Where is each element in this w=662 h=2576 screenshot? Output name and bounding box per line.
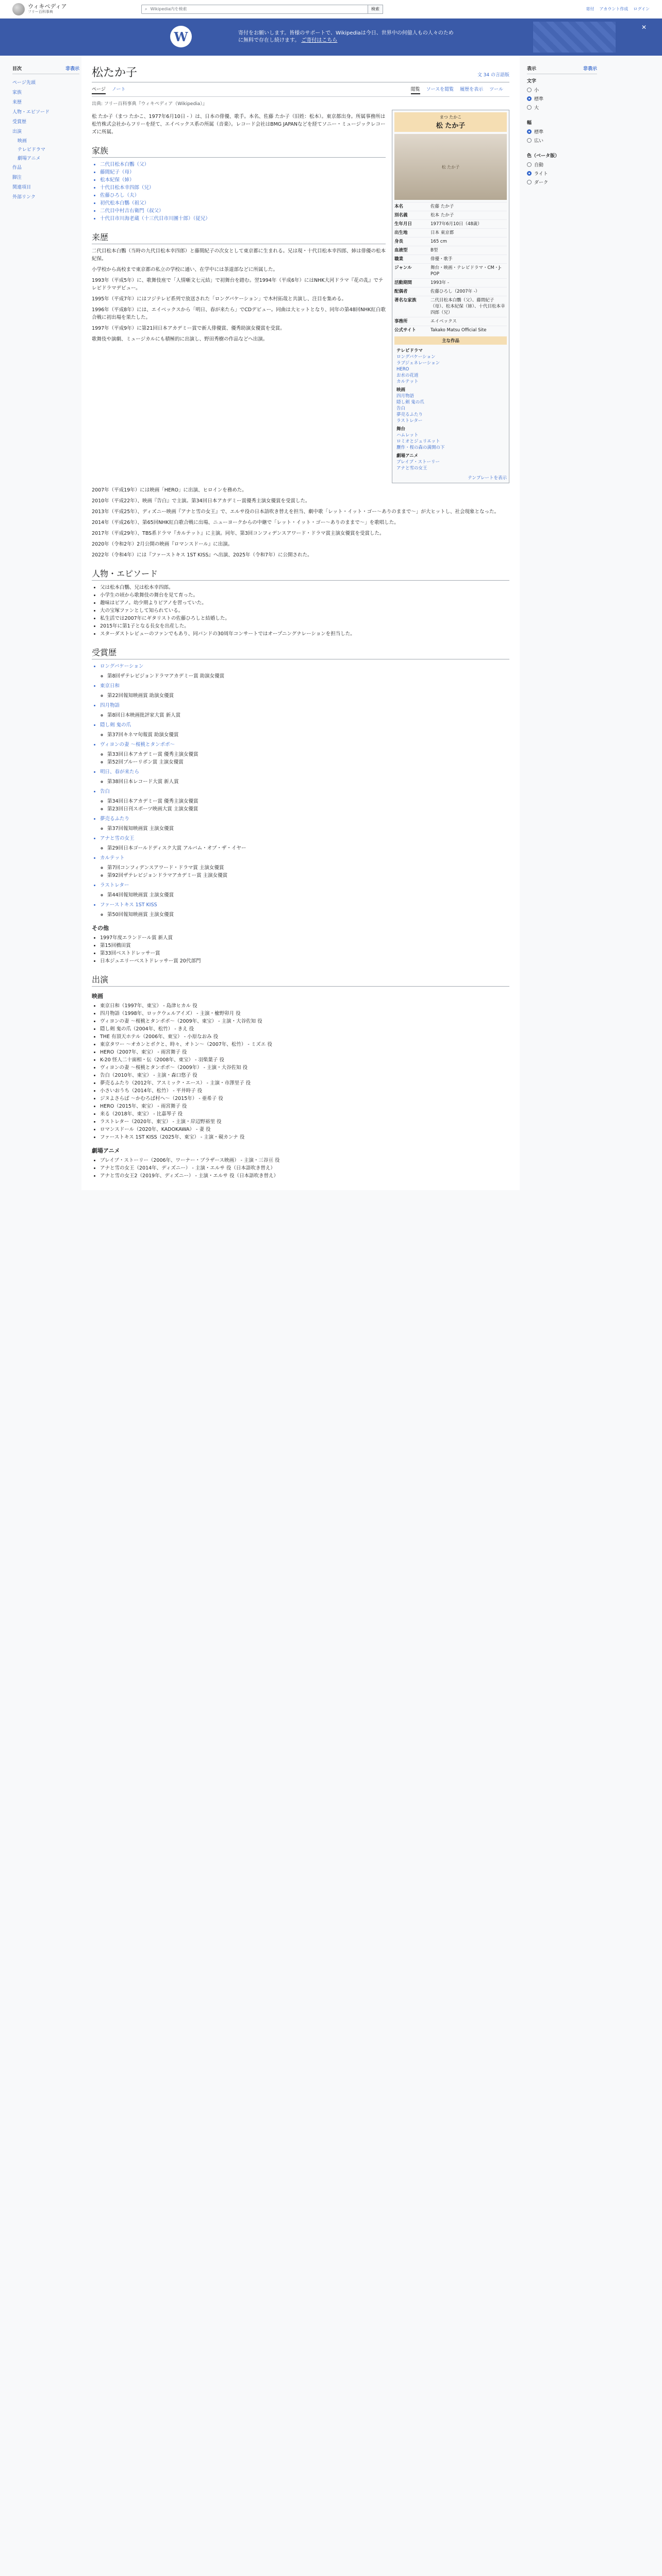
infobox-row [394,211,507,219]
film-item: • 隠し剣 鬼の爪（2004年、松竹） - きえ 役 [100,1025,509,1033]
career-paragraph: 二代目松本白鸚（当時の九代目松本幸四郎）と藤間紀子の次女として東京都に生まれる。兄は現・十代目松本幸四郎、姉は俳優の松本紀保。 [92,248,386,262]
color-option[interactable] [527,169,597,178]
family-list [100,161,386,223]
site-logo[interactable] [12,3,100,15]
list-item: • 大の宝塚ファンとして知られている。 [100,607,509,615]
award-sublist [107,891,509,899]
infobox-value[interactable]: 俳優・歌手 [431,257,453,262]
radio-icon [527,138,532,143]
awards-list [100,663,509,919]
career-paragraph: 1996年（平成8年）には、エイベックスから「明日、春が来たら」でCDデビュー。同曲は大ヒットとなり、同年の第48回NHK紅白歌合戦に初出場を果たした。 [92,307,386,320]
award-item: ◦ 第22回報知映画賞 助演女優賞 [107,692,509,700]
radio-label: 標準 [534,130,544,135]
toc-item[interactable]: ページ先頭 [12,80,36,86]
list-item[interactable]: • 佐藤ひろし（夫） [100,192,386,199]
lead-column [92,110,386,483]
personality-list [100,584,509,638]
career-paragraph: 2013年（平成25年）、ディズニー映画『アナと雪の女王』で、エルサ役の日本語吹き替えを担当、劇中歌「レット・イット・ゴー〜ありのままで〜」が大ヒットし、社会現象となった。 [92,509,499,515]
text-size-label: 文字 [527,79,537,84]
tab-view-source[interactable]: ソースを閲覧 [426,87,454,92]
section-heading-awards: 受賞歴 [92,646,509,659]
award-sublist [107,731,509,739]
list-item: • 小学生の頃から歌舞伎の舞台を見て育った。 [100,591,509,599]
tab-page[interactable]: ページ [92,86,106,94]
search-form [141,5,383,14]
logo-wordmark [28,4,67,15]
text-size-option[interactable] [527,86,597,94]
infobox-value: 佐藤 たか子 [431,204,454,209]
color-option[interactable] [527,178,597,187]
works-group-heading: 劇場アニメ [396,453,419,459]
infobox-value[interactable]: 日本 東京都 [431,230,454,235]
subsection-heading-other: その他 [92,925,109,931]
puzzle-pattern-decoration [533,22,616,53]
banner-donate-link[interactable]: ご寄付はこちら [301,38,338,43]
radio-selected-icon [527,129,532,134]
radio-label: 広い [534,139,544,144]
film-item: • 東京日和（1997年、東宝） - 島津ヒカル 役 [100,1002,509,1010]
photo-caption: 松 たか子 [441,164,460,170]
infobox-row [394,326,507,334]
award-sublist [107,798,509,813]
template-link[interactable]: テンプレートを表示 [468,476,507,481]
infobox-row [394,255,507,263]
award-item: ◦ 第50回報知映画賞 主演女優賞 [107,911,509,919]
award-work[interactable]: • ロングバケーション [100,663,509,670]
award-sublist [107,778,509,786]
donate-link[interactable]: 寄付 [586,7,594,11]
work-link[interactable]: ロミオとジュリエット [396,439,440,444]
award-item: ◦ 第8回ザテレビジョンドラマアカデミー賞 助演女優賞 [107,672,509,680]
toc-item[interactable]: 作品 [12,165,22,171]
work-link[interactable]: お水の花道 [396,373,419,378]
award-sublist [107,911,509,919]
infobox-value[interactable]: Takako Matsu Official Site [431,328,487,333]
award-sublist [107,864,509,879]
works-group-heading: 舞台 [396,427,406,432]
award-work[interactable]: • 四月物語 [100,702,509,709]
tab-history[interactable]: 履歴を表示 [460,87,484,92]
infobox-key: 職業 [394,257,404,262]
tools-header [527,65,597,74]
toc-item[interactable]: 家族 [12,90,22,95]
list-item[interactable]: • 藤間紀子（母） [100,168,386,176]
work-link[interactable]: 隠し剣 鬼の爪 [396,400,424,405]
list-item[interactable]: • 二代目中村吉右衛門（叔父） [100,207,386,215]
film-item: • HERO（2015年、東宝） - 雨宮舞子 役 [100,1103,509,1110]
anime-item: • アナと雪の女王2（2019年、ディズニー） - 主演・エルサ 役（日本語吹き替え） [100,1172,509,1180]
banner-message [238,30,455,44]
works-group-heading: テレビドラマ [396,348,423,353]
infobox-key: ジャンル [394,265,412,270]
list-item: • 日本ジュエリーベストドレッサー賞 20代部門 [100,957,509,965]
list-item: • 私生活では2007年にギタリストの佐藤ひろしと結婚した。 [100,615,509,622]
radio-icon [527,162,532,167]
career-paragraph: 2007年（平成19年）には映画「HERO」に出演、ヒロインを務めた。 [92,487,247,493]
infobox-key: 活動期間 [394,280,412,285]
subsection-heading-films: 映画 [92,993,103,999]
width-group [527,119,597,145]
toc-item[interactable]: 出演 [12,129,22,134]
infobox-value[interactable]: 佐藤ひろし（2007年 -） [431,289,480,294]
film-item: • 東京タワー 〜オカンとボクと、時々、オトン〜（2007年、松竹） - ミズエ 役 [100,1041,509,1048]
language-selector[interactable]: 文 34 の言語版 [477,73,509,78]
close-icon[interactable]: ✕ [641,24,647,31]
film-item: • 夢売るふたり（2012年、アスミック・エース） - 主演・市澤里子 役 [100,1079,509,1087]
award-work[interactable]: • ラストレター [100,882,509,889]
infobox-row [394,317,507,326]
section-heading-personality: 人物・エピソード [92,567,509,581]
work-link[interactable]: ブレイブ・ストーリー [396,460,440,465]
infobox-kana: まつ たかこ [439,115,462,120]
work-link[interactable]: 贋作・桜の森の満開の下 [396,445,445,450]
search-placeholder: Wikipedia内を検索 [150,7,187,11]
film-item: • K-20 怪人二十面相・伝（2008年、東宝） - 羽柴葉子 役 [100,1056,509,1064]
search-icon: ⌕ [145,6,147,11]
radio-selected-icon [527,171,532,176]
banner-text: 寄付をお願いします。皆様のサポートで、Wikipediaは今日、世界中の何億人もの人々のために無料で存在し続けます。 [238,30,454,43]
logo-subtitle: フリー百科事典 [28,9,53,14]
create-account-link[interactable]: アカウント作成 [599,7,628,11]
text-size-option[interactable] [527,94,597,103]
infobox-key: 著名な家族 [394,298,417,303]
career-paragraph: 1995年（平成7年）にはフジテレビ系列で放送された「ロングバケーション」で木村拓哉と共演し、注目を集める。 [92,296,347,302]
career-paragraph: 1997年（平成9年）に第21回日本アカデミー賞で新人俳優賞、優秀助演女優賞を受賞。 [92,326,285,331]
toc-hide-button[interactable]: 非表示 [65,66,79,72]
width-label: 幅 [527,121,532,126]
list-item: • スターダストレビューのファンでもあり、同バンドの30周年コンサートではオープニングナレーションを担当した。 [100,630,509,638]
list-item[interactable]: • 十代目松本幸四郎（兄） [100,184,386,192]
award-work[interactable]: • 告白 [100,788,509,795]
section-heading-appearances: 出演 [92,973,509,987]
career-paragraph: 2017年（平成29年）、TBS系ドラマ『カルテット』に主演。同年、第3回コンフィデンスアワード・ドラマ賞主演女優賞を受賞した。 [92,531,385,536]
work-link[interactable]: カルテット [396,379,419,384]
search-button[interactable]: 検索 [368,5,383,14]
tab-tools[interactable]: ツール [489,87,503,92]
text-size-group [527,77,597,112]
page-title: 松たか子 [92,66,138,79]
infobox-row [394,296,507,317]
infobox-value: 1993年 - [431,280,449,285]
anime-item: • ブレイブ・ストーリー（2006年、ワーナー・ブラザース映画） - 主演・三谷亘 役 [100,1157,509,1164]
award-work[interactable]: • 明日、春が来たら [100,768,509,776]
career-paragraph: 1993年（平成5年）に、歌舞伎座で「人情噺文七元結」で初舞台を踏む。翌1994年（平成6年）にはNHK大河ドラマ『花の乱』でテレビドラマデビュー。 [92,278,384,291]
toc-item[interactable]: 関連項目 [12,185,31,190]
toc-item[interactable]: 脚注 [12,175,22,180]
award-item: ◦ 第52回ブルーリボン賞 主演女優賞 [107,758,509,766]
career-paragraph: 2020年（令和2年）2月公開の映画『ロマンスドール』に出演。 [92,541,233,547]
anime-item: • アナと雪の女王（2014年、ディズニー） - 主演・エルサ 役（日本語吹き替え） [100,1164,509,1172]
film-item: • 四月物語（1998年、ロックウェルアイズ） - 主演・楡野卯月 役 [100,1010,509,1018]
film-item: • 小さいおうち（2014年、松竹） - 平井時子 役 [100,1087,509,1095]
career-paragraph: 歌舞伎や演劇、ミュージカルにも積極的に出演し、野田秀樹の作品などへ出演。 [92,336,268,342]
page-layout [0,56,662,1190]
work-link[interactable]: 告白 [396,406,406,411]
award-work[interactable]: • カルテット [100,854,509,862]
film-item: • 告白（2010年、東宝） - 主演・森口悠子 役 [100,1072,509,1079]
page-tabs [92,86,509,97]
infobox-key: 公式サイト [394,328,416,333]
infobox-key: 別名義 [394,213,408,218]
infobox-key: 血液型 [394,248,408,253]
donation-banner [0,19,662,56]
infobox-name: 松 たか子 [436,122,466,130]
toc-title: 目次 [12,66,22,72]
films-list [100,1002,509,1141]
award-item: ◦ 第8回日本映画批評家大賞 新人賞 [107,711,509,719]
radio-icon [527,105,532,110]
award-sublist [107,844,509,852]
award-work[interactable]: • 隠し剣 鬼の爪 [100,721,509,729]
work-link[interactable]: ロングバケーション [396,354,436,360]
toc-item[interactable]: 外部リンク [12,195,36,200]
infobox-section-title: 主な作品 [394,336,507,345]
award-item: ◦ 第7回コンフィデンスアワード・ドラマ賞 主演女優賞 [107,864,509,872]
award-sublist [107,825,509,833]
award-item: ◦ 第23回日刊スポーツ映画大賞 主演女優賞 [107,805,509,813]
award-item: ◦ 第92回ザテレビジョンドラマアカデミー賞 主演女優賞 [107,872,509,879]
lead-paragraph: 松 たか子（まつ たかこ、1977年6月10日 - ）は、日本の俳優、歌手。本名、佐藤 たか子（旧姓：松本）。東京都出身。所属事務所は松竹株式会社からフリーを経て、エイベックス系の所属（音楽）。レコード会社はBMG JAPANなどを経てソニー・ミュージックレコーズに所属。 [92,114,386,135]
infobox-row [394,237,507,246]
lead-and-infobox [92,110,509,483]
toc-subitem[interactable]: テレビドラマ [18,147,45,152]
tools-hide-button[interactable]: 非表示 [583,66,597,72]
work-link[interactable]: アナと雪の女王 [396,466,427,471]
work-link[interactable]: 夢売るふたり [396,412,423,417]
text-size-option[interactable] [527,103,597,112]
work-link[interactable]: HERO [396,367,409,372]
film-item: • ヴィヨンの妻 〜桜桃とタンポポ〜（2009年、東宝） - 主演・大谷佐知 役 [100,1018,509,1025]
career-paragraph: 小学校から高校まで東京都の私立の学校に通い、在学中には茶道部などに所属した。 [92,267,278,273]
radio-icon [527,180,532,184]
infobox-value[interactable]: 二代目松本白鸚（父）、藤間紀子（母）、松本紀保（姉）、十代目松本幸四郎（兄） [431,298,505,315]
award-sublist [107,692,509,700]
film-item: • ラストレター（2020年、東宝） - 主演・岸辺野裕里 役 [100,1118,509,1126]
radio-label: ライト [534,172,548,177]
search-input[interactable] [141,5,368,14]
film-item: • ジヌよさらば 〜かむろば村へ〜（2015年） - 亜希子 役 [100,1095,509,1103]
award-item: ◦ 第38回日本レコード大賞 新人賞 [107,778,509,786]
toc-subitem[interactable]: 映画 [18,139,27,144]
color-label: 色（ベータ版） [527,154,560,159]
infobox-row [394,246,507,255]
film-item: • ロマンスドール（2020年、KADOKAWA） - 妻 役 [100,1126,509,1133]
width-option[interactable] [527,136,597,145]
toc-item[interactable]: 受賞歴 [12,120,27,125]
toc-sidebar [12,56,79,1190]
radio-selected-icon [527,96,532,101]
tab-talk[interactable]: ノート [111,87,126,92]
color-group [527,152,597,187]
login-link[interactable]: ログイン [633,7,650,11]
banner-w-logo: W [170,26,192,47]
infobox-row [394,228,507,237]
award-item: ◦ 第37回キネマ旬報賞 助演女優賞 [107,731,509,739]
infobox-key: 本名 [394,204,404,209]
portrait-image[interactable] [394,134,507,200]
infobox-key: 配偶者 [394,289,408,294]
award-sublist [107,711,509,719]
film-item: • ヴィヨンの妻 〜桜桃とタンポポ〜（2009年） - 主演・大谷佐知 役 [100,1064,509,1072]
career-paragraph: 2022年（令和4年）には『ファーストキス 1ST KISS』へ出演、2025年（令和7年）に公開された。 [92,552,312,558]
works-group-heading: 映画 [396,387,406,393]
tab-read[interactable]: 閲覧 [411,86,420,94]
toc-subitem[interactable]: 劇場アニメ [18,156,41,161]
list-item: • 父は松本白鸚、兄は松本幸四郎。 [100,584,509,591]
section-heading-career: 来歴 [92,231,386,244]
toc-item[interactable]: 来歴 [12,100,22,105]
infobox-row [394,278,507,287]
toc-item[interactable]: 人物・エピソード [12,110,50,115]
award-sublist [107,751,509,766]
infobox-row [394,287,507,296]
infobox-row [394,202,507,211]
radio-label: 大 [534,106,539,111]
source-note: 出典: フリー百科事典『ウィキペディア（Wikipedia）』 [92,101,207,107]
career-paragraph: 2014年（平成26年）、第65回NHK紅白歌合戦に出場、ニューヨークからの中継で「レット・イット・ゴー〜ありのままで〜」を歌唱した。 [92,520,399,526]
film-item: • HERO（2007年、東宝） - 雨宮舞子 役 [100,1048,509,1056]
infobox-header [394,112,507,132]
award-work[interactable]: • ファーストキス 1ST KISS [100,901,509,909]
list-item: • 第33回ベストドレッサー賞 [100,950,509,957]
film-item: • THE 有頂天ホテル（2006年、東宝） - 小原なおみ 役 [100,1033,509,1041]
work-link[interactable]: ラストレター [396,418,423,423]
list-item: • 第15回橋田賞 [100,942,509,950]
logo-title: ウィキペディア [28,3,67,10]
infobox-key: 出生地 [394,230,408,235]
list-item[interactable]: • 二代目松本白鸚（父） [100,161,386,168]
appearance-tools [520,56,597,1190]
color-option[interactable] [527,160,597,169]
award-item: ◦ 第44回報知映画賞 主演女優賞 [107,891,509,899]
award-work[interactable]: • ヴィヨンの妻 〜桜桃とタンポポ〜 [100,741,509,749]
film-item: • ファーストキス 1ST KISS（2025年、東宝） - 主演・硯カンナ 役 [100,1133,509,1141]
radio-label: 標準 [534,97,544,102]
film-item: • 来る（2018年、東宝） - 比嘉琴子 役 [100,1110,509,1118]
radio-label: 自動 [534,163,544,168]
width-option[interactable] [527,127,597,136]
work-link[interactable]: ハムレット [396,433,419,438]
award-item: ◦ 第34回日本アカデミー賞 優秀主演女優賞 [107,798,509,805]
infobox-value: 1977年6月10日（48歳） [431,222,482,227]
infobox-row [394,263,507,278]
award-item: ◦ 第29回日本ゴールドディスク大賞 アルバム・オブ・ザ・イヤー [107,844,509,852]
award-item: ◦ 第37回報知映画賞 主演女優賞 [107,825,509,833]
article-content [81,56,520,1190]
award-work[interactable]: • 夢売るふたり [100,815,509,823]
subsection-heading-anime: 劇場アニメ [92,1147,120,1154]
career-paragraph: 2010年（平成22年）、映画『告白』で主演。第34回日本アカデミー賞優秀主演女優賞を受賞した。 [92,498,310,504]
list-item[interactable]: • 松本紀保（姉） [100,176,386,184]
tools-title: 表示 [527,66,537,72]
infobox [392,110,509,483]
section-heading-family: 家族 [92,144,386,158]
title-row [92,64,509,82]
top-header [0,0,662,19]
infobox-value: 松本 たか子 [431,213,454,218]
radio-label: ダーク [534,180,549,185]
user-menu [586,6,650,12]
infobox-key: 身長 [394,239,404,244]
infobox-value: 165 cm [431,239,447,244]
radio-label: 小 [534,88,539,93]
list-item: • 2015年に第1子となる長女を出産した。 [100,622,509,630]
list-item: • 1997年度エランドール賞 新人賞 [100,934,509,942]
toc-header [12,65,79,74]
infobox-works [394,345,507,472]
list-item[interactable]: • 十代目市川海老蔵（十三代目市川團十郎）（従兄） [100,215,386,223]
infobox-row [394,219,507,228]
list-item: • 趣味はピアノ。幼少期よりピアノを習っていた。 [100,599,509,607]
list-item[interactable]: • 初代松本白鸚（祖父） [100,199,386,207]
award-item: ◦ 第33回日本アカデミー賞 優秀主演女優賞 [107,751,509,758]
infobox-value[interactable]: 舞台・映画・テレビドラマ・CM・J-POP [431,265,502,277]
other-awards-list [100,934,509,965]
work-link[interactable]: ラブジェネレーション [396,361,440,366]
infobox-value[interactable]: エイベックス [431,319,457,324]
award-work[interactable]: • 東京日和 [100,682,509,690]
award-work[interactable]: • アナと雪の女王 [100,835,509,842]
infobox-key: 事務所 [394,319,408,324]
radio-icon [527,88,532,92]
award-sublist [107,672,509,680]
infobox-value: B型 [431,248,438,253]
infobox-key: 生年月日 [394,222,412,227]
work-link[interactable]: 四月物語 [396,394,415,399]
anime-list [100,1157,509,1180]
wikipedia-globe-icon [12,3,25,15]
